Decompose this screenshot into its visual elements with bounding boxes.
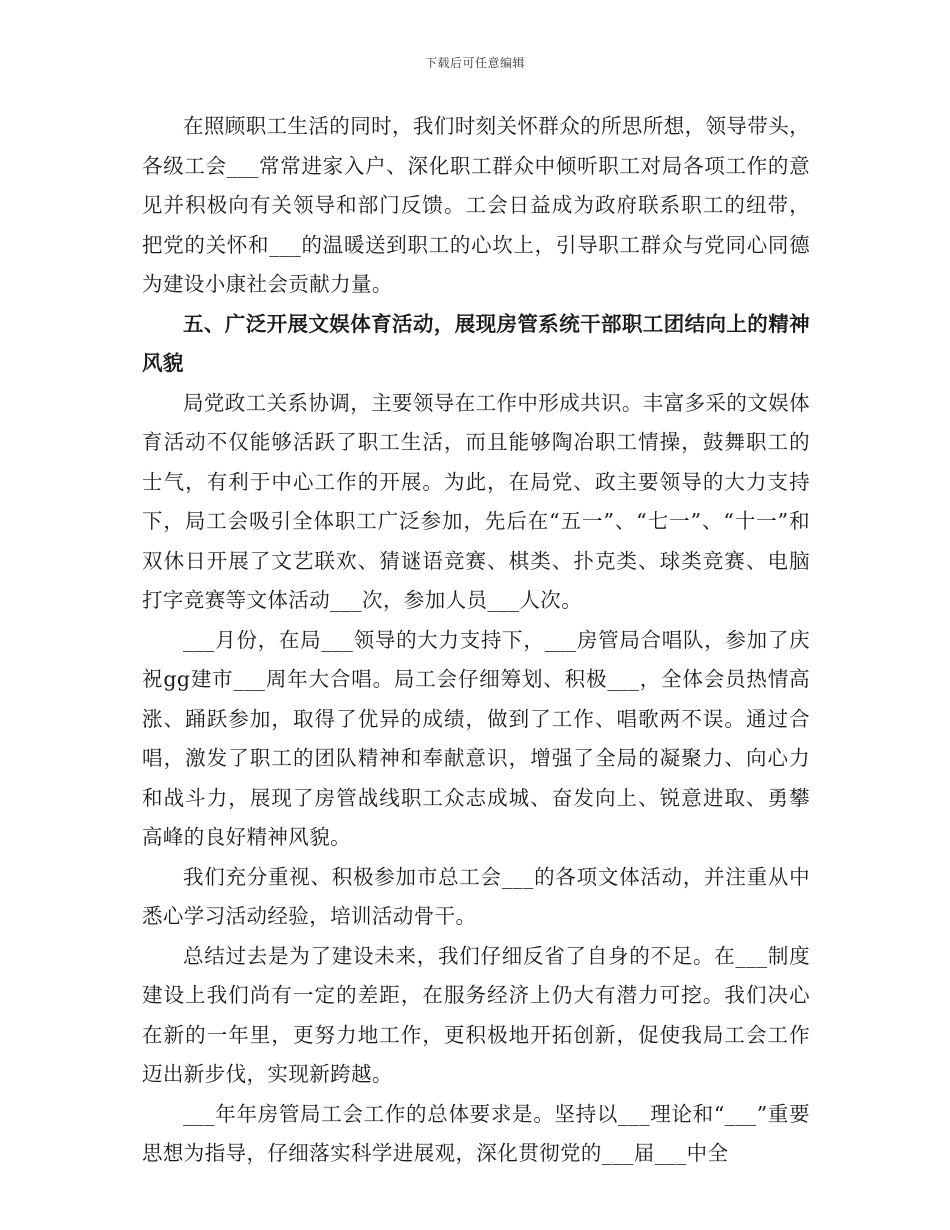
paragraph-cultural-activities: 局党政工关系协调，主要领导在工作中形成共识。丰富多采的文娱体育活动不仅能够活跃了职工生活，而且能够陶冶职工情操，鼓舞职工的士气，有利于中心工作的开展。为此，在局党、政主要领导的大力支持下，局工会吸引全体职工广泛参加，先后在“五一”、“七一”、“十一”和双休日开展了文艺联欢、猜谜语竞赛、棋类、扑克类、球类竞赛、电脑打字竞赛等文体活动___次，参加人员___人次。 xyxy=(142,390,810,612)
paragraph-chorus: ___月份，在局___领导的大力支持下，___房管局合唱队，参加了庆祝gg建市___周年大合唱。局工会仔细筹划、积极___，全体会员热情高涨、踊跃参加，取得了优异的成绩，做到了工作、唱歌两不误。通过合唱，激发了职工的团队精神和奉献意识，增强了全局的凝聚力、向心力和战斗力，展现了房管战线职工众志成城、奋发向上、锐意进取、勇攀高峰的良好精神风貌。 xyxy=(142,627,810,849)
page-header-note: 下载后可任意编辑 xyxy=(424,56,525,70)
section-heading-five: 五、广泛开展文娱体育活动，展现房管系统干部职工团结向上的精神风貌 xyxy=(142,311,810,375)
paragraph-worker-care: 在照顾职工生活的同时，我们时刻关怀群众的所思所想，领导带头，各级工会___常常进家入户、深化职工群众中倾听职工对局各项工作的意见并积极向有关领导和部门反馈。工会日益成为政府联系职工的纽带，把党的关怀和___的温暖送到职工的心坎上，引导职工群众与党同心同德为建设小康社会贡献力量。 xyxy=(142,114,810,296)
paragraph-next-year-requirements: ___年年房管局工会工作的总体要求是。坚持以___理论和“___”重要思想为指导，仔细落实科学进展观，深化贯彻党的___届___中全 xyxy=(142,1101,810,1165)
paragraph-city-union-activities: 我们充分重视、积极参加市总工会___的各项文体活动，并注重从中悉心学习活动经验，培训活动骨干。 xyxy=(142,864,810,928)
paragraph-summary: 总结过去是为了建设未来，我们仔细反省了自身的不足。在___制度建设上我们尚有一定的差距，在服务经济上仍大有潜力可挖。我们决心在新的一年里，更努力地工作，更积极地开拓创新，促使我局工会工作迈出新步伐，实现新跨越。 xyxy=(142,943,810,1086)
document-body xyxy=(142,107,810,1174)
